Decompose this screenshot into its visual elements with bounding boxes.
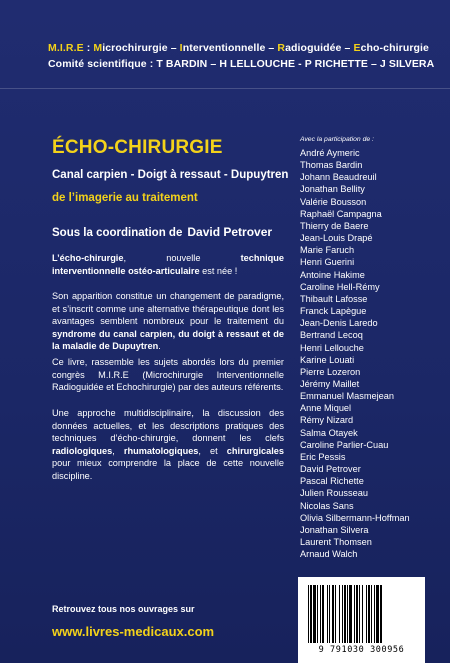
participants-list xyxy=(300,136,420,560)
barcode-bar xyxy=(368,585,370,643)
barcode-bar xyxy=(344,585,346,643)
participant-name: Jérémy Maillet xyxy=(300,378,360,389)
barcode-bar xyxy=(362,585,363,643)
barcode xyxy=(298,577,425,663)
bold-text: rhumatologiques xyxy=(123,445,199,456)
series-text: : xyxy=(83,42,94,54)
participants-heading: Avec la participation de : xyxy=(300,136,374,143)
participant-name: Anne Miquel xyxy=(300,403,352,414)
participant-name: Marie Faruch xyxy=(300,245,355,256)
participant-name: Valérie Bousson xyxy=(300,196,367,207)
barcode-bar xyxy=(371,585,372,643)
participant-name: Caroline Parlier-Cuau xyxy=(300,439,389,450)
text-run: pour mieux comprendre la place de cette nouvelle discipline. xyxy=(52,458,284,481)
barcode-bar xyxy=(349,585,352,643)
participant-name: Henri Lellouche xyxy=(300,342,364,353)
paragraph xyxy=(52,252,284,277)
book-subtitle-secondary: de l’imagerie au traitement xyxy=(52,192,198,204)
barcode-bar xyxy=(310,585,312,643)
barcode-bar xyxy=(327,585,328,643)
barcode-bar xyxy=(347,585,348,643)
participant-name: Julien Rousseau xyxy=(300,488,368,499)
participant-name: Johann Beaudreuil xyxy=(300,172,377,183)
divider xyxy=(0,88,450,89)
participant-name: Jean-Denis Laredo xyxy=(300,318,378,329)
participant-name: Pascal Richette xyxy=(300,476,364,487)
participant-name: Karine Louati xyxy=(300,354,355,365)
series-text: icrochirurgie – xyxy=(102,42,180,54)
participant-name: Antoine Hakime xyxy=(300,269,365,280)
text-run: est née ! xyxy=(199,265,238,276)
barcode-bar xyxy=(339,585,340,643)
text-run: Son apparition constitue un changement de paradigme, et s’inscrit comme une alternative thérapeutique dont les avantages semblent nombreux pour le traitement du xyxy=(52,291,284,327)
participant-name: Jonathan Silvera xyxy=(300,524,369,535)
bold-text: syndrome du canal carpien, du doigt à ressaut et de la maladie de Dupuytren xyxy=(52,328,284,352)
barcode-bar xyxy=(322,585,324,643)
series-initial: M.I.R.E xyxy=(48,42,84,54)
series-text: cho-chirurgie xyxy=(360,42,429,54)
barcode-bar xyxy=(320,585,321,643)
series-line xyxy=(48,42,429,54)
barcode-bar xyxy=(354,585,355,643)
barcode-bar xyxy=(366,585,367,643)
participant-name: Salma Otayek xyxy=(300,427,358,438)
text-run: , et xyxy=(198,445,227,456)
participant-name: Henri Guerini xyxy=(300,257,355,268)
barcode-bar xyxy=(308,585,309,643)
participant-name: Olivia Silbermann-Hoffman xyxy=(300,512,410,523)
barcode-bar xyxy=(374,585,375,643)
book-title: ÉCHO-CHIRURGIE xyxy=(52,137,223,158)
participant-name: Raphaël Campagna xyxy=(300,208,382,219)
participant-name: David Petrover xyxy=(300,464,361,475)
participant-name: Caroline Hell-Rémy xyxy=(300,281,380,292)
scientific-committee: Comité scientifique : T BARDIN – H LELLOUCHE - P RICHETTE – J SILVERA xyxy=(48,58,435,70)
series-initial: E xyxy=(353,42,361,54)
coordination-label: Sous la coordination de xyxy=(52,227,183,239)
series-text: nterventionnelle – xyxy=(182,42,278,54)
text-run: Une approche multidisciplinaire, la discussion des données actuelles, et les descriptions pratiques des techniques d’écho-chirurgie, donnent les clefs xyxy=(52,408,284,444)
barcode-bar xyxy=(313,585,316,643)
coordination xyxy=(52,225,272,239)
barcode-bar xyxy=(329,585,330,643)
participant-name: Bertrand Lecoq xyxy=(300,330,363,341)
coordinator-name: David Petrover xyxy=(187,225,273,239)
participant-names xyxy=(300,147,420,560)
participant-name: Jonathan Bellity xyxy=(300,184,365,195)
text-run: , xyxy=(112,445,124,456)
participant-name: Thibault Lafosse xyxy=(300,293,368,304)
participant-name: Franck Lapègue xyxy=(300,306,367,317)
barcode-bar xyxy=(332,585,334,643)
participant-name: Arnaud Walch xyxy=(300,549,358,560)
text-run: , nouvelle xyxy=(123,253,241,263)
barcode-bar xyxy=(376,585,379,643)
participant-name: Thomas Bardin xyxy=(300,160,363,171)
participant-name: Thierry de Baere xyxy=(300,220,369,231)
website-url[interactable]: www.livres-medicaux.com xyxy=(52,624,215,639)
bold-text: chirurgicales xyxy=(226,445,284,456)
paragraph xyxy=(52,407,284,483)
bold-text: technique interventionnelle ostéo-articulaire xyxy=(52,253,284,276)
participant-name: Eric Pessis xyxy=(300,451,346,462)
series-text: adioguidée – xyxy=(285,42,354,54)
participant-name: Rémy Nizard xyxy=(300,415,354,426)
text-run: Ce livre, rassemble les sujets abordés lors du premier congrès M.I.R.E (Microchirurgie Interventionnelle Radioguidée et Echochirurgie) par des auteurs référents. xyxy=(52,357,284,393)
barcode-bar xyxy=(335,585,336,643)
book-subtitle: Canal carpien - Doigt à ressaut - Dupuytren xyxy=(52,169,289,181)
participant-name: Jean-Louis Drapé xyxy=(300,233,373,244)
text-run: . xyxy=(158,341,161,352)
series-initial: I xyxy=(179,42,183,54)
participant-name: Nicolas Sans xyxy=(300,500,354,511)
paragraph xyxy=(52,290,284,353)
bold-text: L’écho-chirurgie xyxy=(52,253,124,263)
paragraph xyxy=(52,356,284,394)
barcode-bar xyxy=(359,585,360,643)
barcode-bar xyxy=(342,585,343,643)
participant-name: André Aymeric xyxy=(300,148,360,158)
barcode-bar xyxy=(356,585,358,643)
barcode-bar xyxy=(317,585,318,643)
participant-name: Emmanuel Masmejean xyxy=(300,391,394,402)
barcode-bar xyxy=(380,585,382,643)
series-initial: M xyxy=(93,42,103,54)
participant-name: Laurent Thomsen xyxy=(300,537,372,547)
participant-name: Pierre Lozeron xyxy=(300,366,361,377)
barcode-bars xyxy=(306,585,417,643)
series-initial: R xyxy=(277,42,286,54)
barcode-number: 9 791030 300956 xyxy=(318,645,405,655)
bold-text: radiologiques xyxy=(52,445,113,456)
website-label: Retrouvez tous nos ouvrages sur xyxy=(52,604,195,614)
